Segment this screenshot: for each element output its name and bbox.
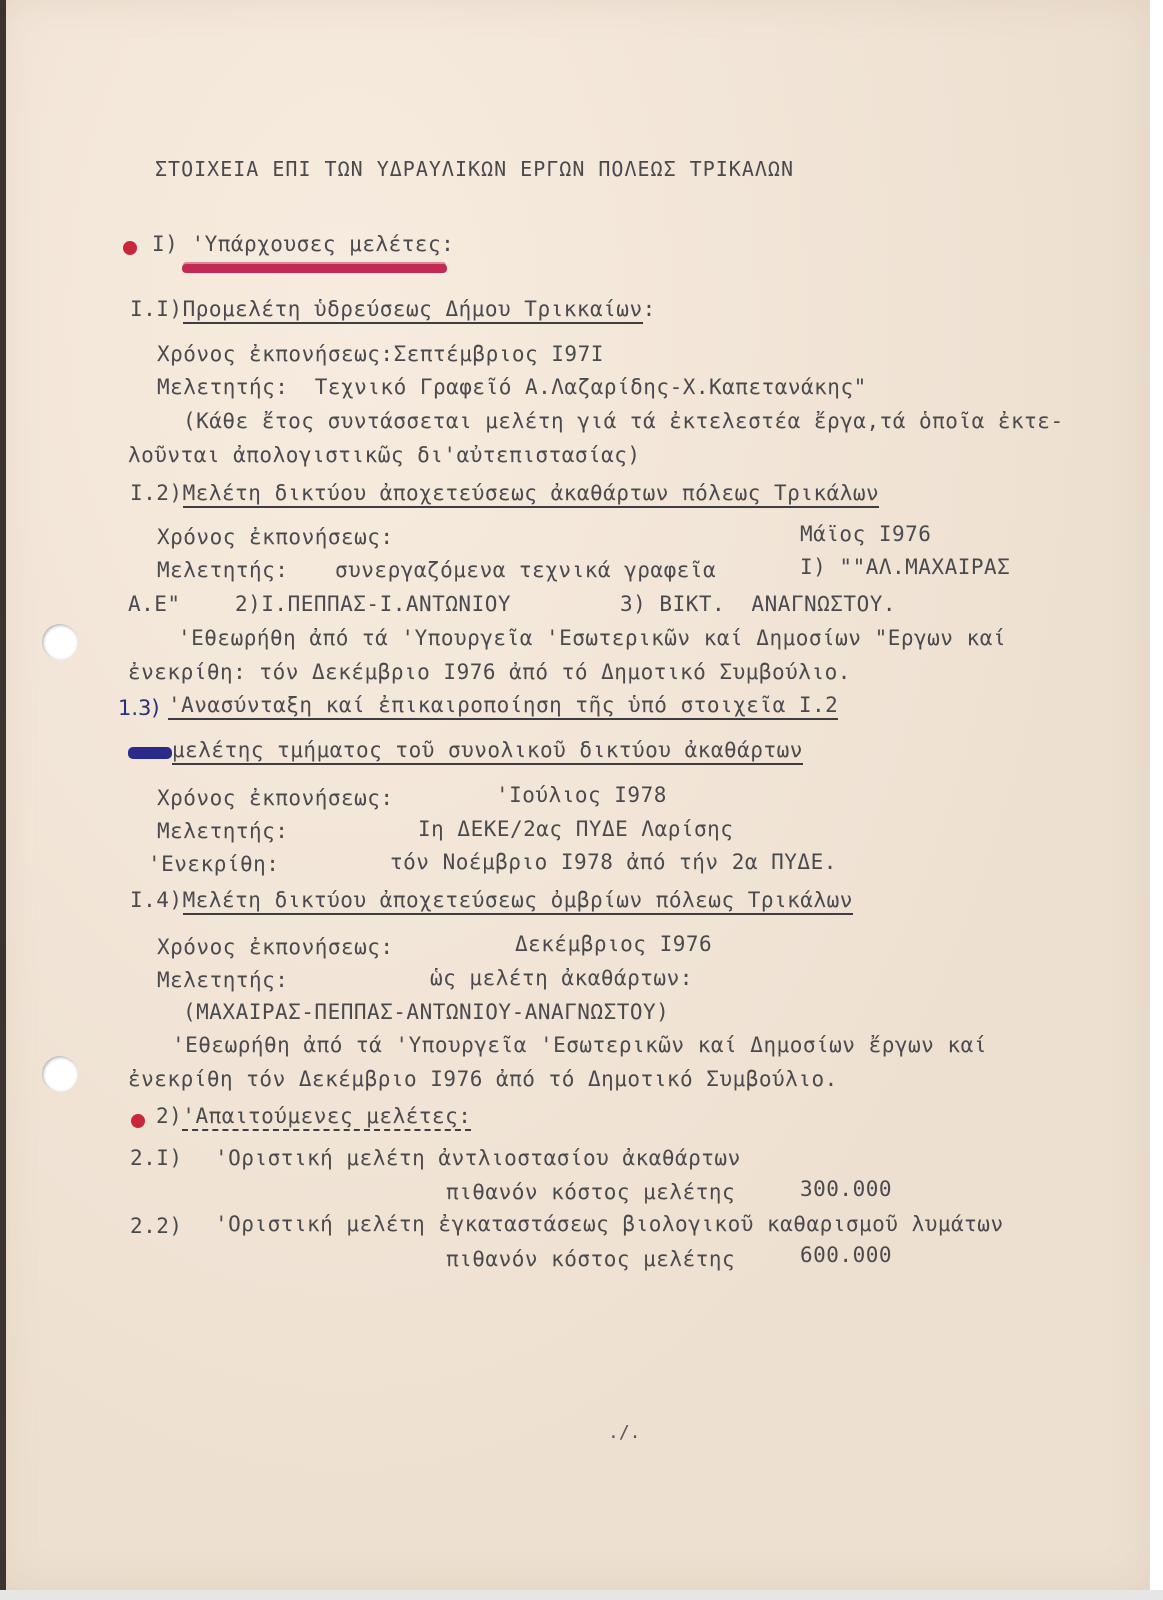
item-1-4-approval-line1: 'Εθεωρήθη ἀπό τά 'Υπουργεῖα 'Εσωτερικῶν καί Δημοσίων ἔργων καί (172, 1033, 987, 1057)
item-1-4-meletitis-label: Μελετητής: (157, 968, 289, 992)
item-1-2-heading (130, 481, 879, 505)
item-2-1-number: 2.I) (130, 1146, 183, 1170)
item-1-2-chronos-label: Χρόνος ἐκπονήσεως: (157, 525, 394, 549)
item-1-2-meletitis-value: συνεργαζόμενα τεχνικά γραφεῖα (335, 558, 717, 582)
item-2-2-title: 'Οριστική μελέτη ἐγκαταστάσεως βιολογικοῦ καθαρισμοῦ λυμάτων (215, 1212, 1004, 1236)
item-1-4-number: I.4) (130, 888, 183, 912)
item-1-2-firm-1-suffix: Α.Ε" (128, 592, 181, 616)
item-1-2-firm-1: I) ""ΑΛ.ΜΑΧΑΙΡΑΣ (800, 555, 1011, 579)
item-1-3-meletitis-value: Iη ΔΕΚΕ/2ας ΠΥΔΕ Λαρίσης (418, 817, 734, 841)
item-1-3-enekrithi-label: 'Ενεκρίθη: (148, 852, 280, 876)
item-1-3-enekrithi-value: τόν Νοέμβριο I978 ἀπό τήν 2α ΠΥΔΕ. (390, 850, 837, 874)
item-1-4-meletitis-value: ὡς μελέτη ἀκαθάρτων: (430, 966, 693, 990)
item-2-2-cost-label: πιθανόν κόστος μελέτης (446, 1247, 736, 1271)
page-continuation-mark: ./. (608, 1422, 641, 1443)
section-1-number: I) (152, 232, 179, 256)
item-2-1-title: 'Οριστική μελέτη ἀντλιοστασίου ἀκαθάρτων (215, 1146, 741, 1170)
section-1-heading (152, 232, 454, 256)
item-1-4-firms: (ΜΑΧΑΙΡΑΣ-ΠΕΠΠΑΣ-ΑΝΤΩΝΙΟΥ-ΑΝΑΓΝΩΣΤΟΥ) (183, 1000, 670, 1024)
item-1-4-heading (130, 888, 853, 912)
item-1-2-firm-3: 3) ΒΙΚΤ. ΑΝΑΓΝΩΣΤΟΥ. (620, 592, 897, 616)
scan-edge (0, 0, 6, 1600)
section-2-number: 2) (156, 1104, 183, 1128)
red-bullet-2 (131, 1114, 145, 1128)
item-1-2-title: Μελέτη δικτύου ἀποχετεύσεως ἀκαθάρτων πόλεως Τρικάλων (183, 481, 880, 508)
item-1-3-title-2: μελέτης τμήματος τοῦ συνολικοῦ δικτύου ἀκαθάρτων (172, 738, 803, 765)
red-bullet-1 (123, 241, 137, 255)
item-1-3-chronos-label: Χρόνος ἐκπονήσεως: (157, 786, 394, 810)
blue-ink-scribble (128, 747, 172, 759)
item-2-2-number: 2.2) (130, 1214, 183, 1238)
item-1-1-chronos: Χρόνος ἐκπονήσεως:Σεπτέμβριος I97I (157, 342, 604, 366)
item-1-1-title: Προμελέτη ὑδρεύσεως Δήμου Τρικκαίων (183, 297, 643, 324)
item-1-4-chronos-value: Δεκέμβριος I976 (515, 932, 713, 956)
item-1-2-chronos-value: Μάϊος I976 (800, 522, 932, 546)
red-highlight-underline (182, 264, 447, 273)
item-1-4-chronos-label: Χρόνος ἐκπονήσεως: (157, 935, 394, 959)
section-1-title: 'Υπάρχουσες μελέτες: (191, 232, 455, 256)
item-1-3-title-1: 'Ανασύνταξη καί ἐπικαιροποίηση τῆς ὑπό στοιχεῖα Ι.2 (168, 693, 838, 720)
item-1-2-approval-line1: 'Εθεωρήθη ἀπό τά 'Υπουργεῖα 'Εσωτερικῶν καί Δημοσίων "Εργων καί (178, 626, 1007, 650)
item-2-2-cost-value: 600.000 (800, 1243, 893, 1267)
item-1-3-meletitis-label: Μελετητής: (157, 819, 289, 843)
item-1-3-heading-line2 (172, 738, 803, 762)
section-2-title: 'Απαιτούμενες μελέτες: (182, 1104, 471, 1131)
item-1-2-meletitis-label: Μελετητής: (157, 558, 289, 582)
document-title: ΣΤΟΙΧΕΙΑ ΕΠΙ ΤΩΝ ΥΔΡΑΥΛΙΚΩΝ ΕΡΓΩΝ ΠΟΛΕΩΣ ΤΡΙΚΑΛΩΝ (155, 157, 795, 181)
item-1-1-number: I.I) (130, 297, 183, 321)
item-1-1-meletitis: Μελετητής: Τεχνικό Γραφεῖό Α.Λαζαρίδης-Χ.Καπετανάκης" (157, 375, 867, 399)
item-2-1-cost-value: 300.000 (800, 1177, 893, 1201)
punch-hole-bottom (42, 1056, 78, 1092)
section-2-heading (156, 1104, 471, 1128)
item-1-4-title: Μελέτη δικτύου ἀποχετεύσεως ὀμβρίων πόλεως Τρικάλων (183, 888, 853, 915)
item-1-2-number: I.2) (130, 481, 183, 505)
punch-hole-top (42, 624, 78, 660)
item-1-4-approval-line2: ἐνεκρίθη τόν Δεκέμβριο I976 ἀπό τό Δημοτικό Συμβούλιο. (128, 1067, 838, 1091)
item-2-1-cost-label: πιθανόν κόστος μελέτης (446, 1180, 736, 1204)
item-1-1-note-line1: (Κάθε ἔτος συντάσσεται μελέτη γιά τά ἐκτελεστέα ἔργα,τά ὁποῖα ἐκτε- (183, 409, 1064, 433)
item-1-2-firm-2: 2)Ι.ΠΕΠΠΑΣ-Ι.ΑΝΤΩΝΙΟΥ (235, 592, 512, 616)
item-1-3-heading-line1 (168, 693, 838, 717)
item-1-3-chronos-value: 'Ιούλιος I978 (496, 783, 667, 807)
item-1-1-note-line2: λοῦνται ἀπολογιστικῶς δι'αὐτεπιστασίας) (128, 443, 641, 467)
item-1-1-heading (130, 297, 656, 321)
item-1-1-colon: : (642, 297, 656, 321)
item-1-2-approval-line2: ἐνεκρίθη: τόν Δεκέμβριο I976 ἀπό τό Δημοτικό Συμβούλιο. (128, 660, 851, 684)
scan-bottom-margin (0, 1590, 1163, 1600)
item-1-3-handwritten-number: 1.3) (118, 696, 160, 720)
